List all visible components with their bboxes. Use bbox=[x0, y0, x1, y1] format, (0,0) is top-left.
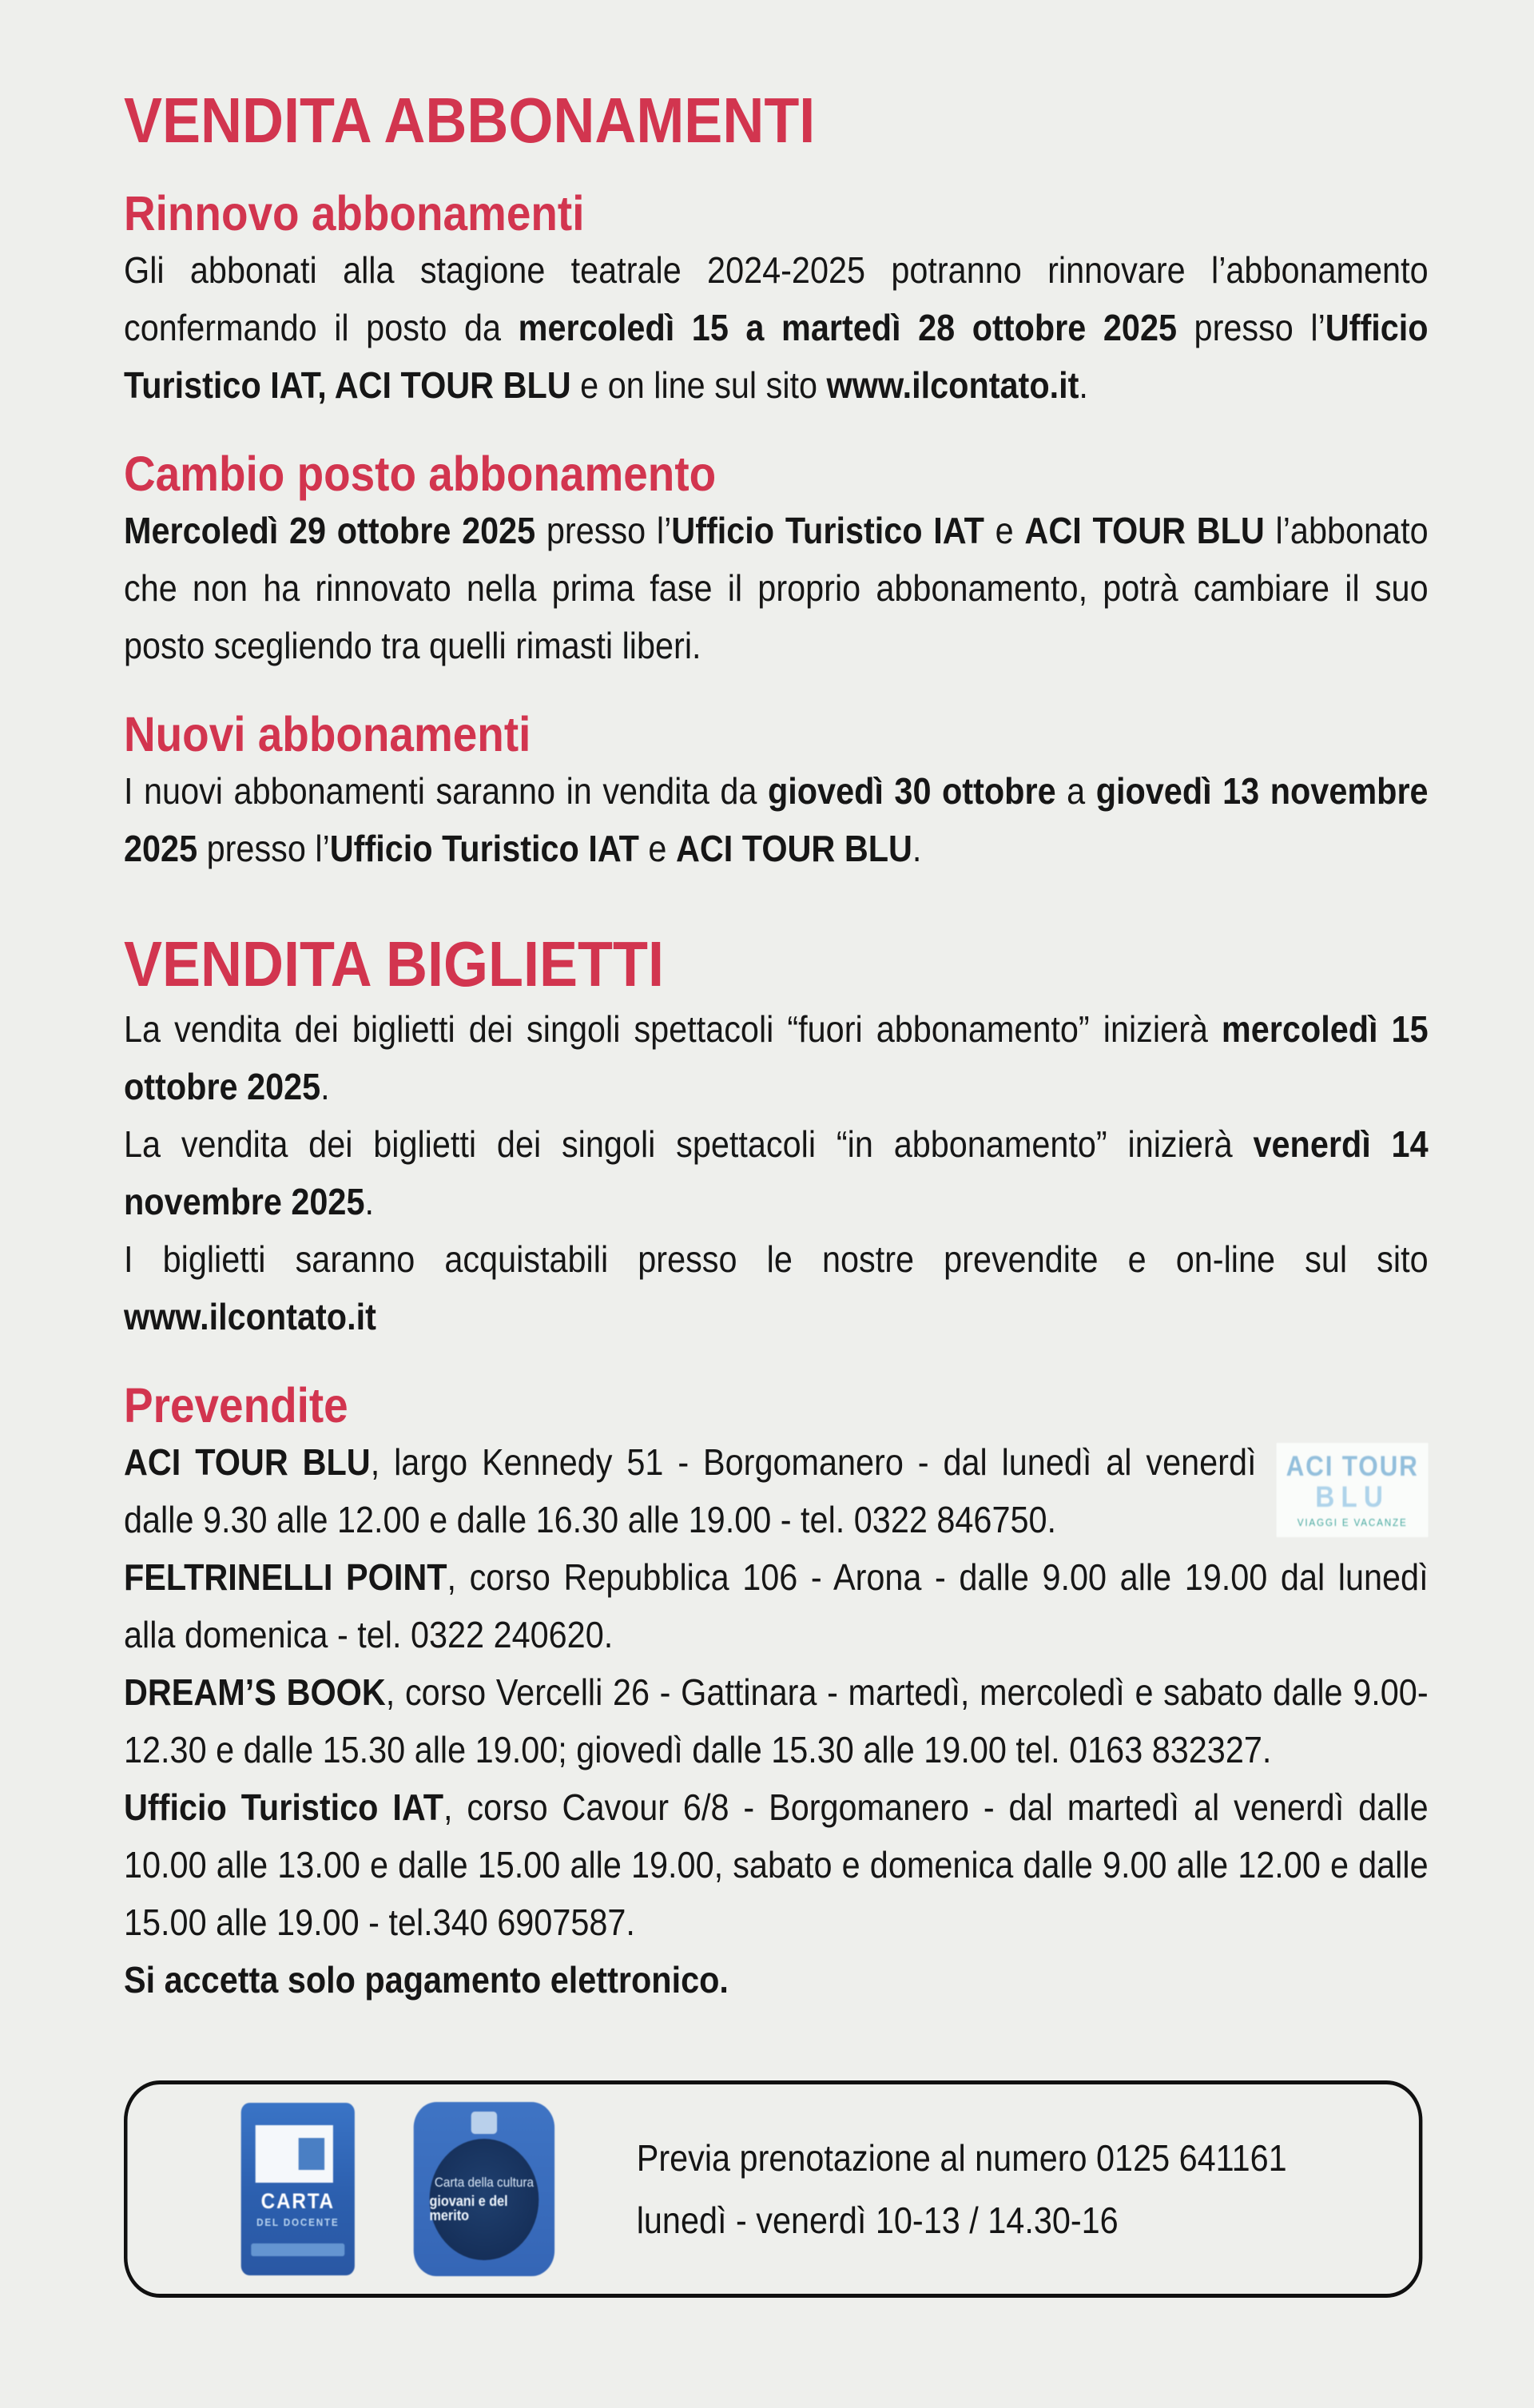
card-bottom-stripe bbox=[251, 2243, 344, 2256]
card-docente-subtitle: DEL DOCENTE bbox=[256, 2215, 340, 2228]
venue-name: FELTRINELLI POINT bbox=[124, 1556, 447, 1598]
heading-rinnovo-abbonamenti: Rinnovo abbonamenti bbox=[124, 185, 585, 240]
text-run-bold: mercoledì 15 a martedì 28 ottobre 2025 bbox=[518, 306, 1177, 348]
text-run: . bbox=[364, 1180, 374, 1222]
venue-info: , largo Kennedy 51 - Borgomanero - dal lunedì al venerdì dalle 9.30 alle 12.00 e dalle 16.30 alle 19.00 - tel. 0322 846750. bbox=[124, 1440, 1257, 1540]
para-biglietti-in bbox=[124, 1115, 1429, 1230]
text-run: presso l’ bbox=[197, 828, 330, 870]
heading-nuovi-abbonamenti: Nuovi abbonamenti bbox=[124, 706, 531, 761]
booking-box bbox=[124, 2080, 1422, 2298]
heading-vendita-biglietti: VENDITA BIGLIETTI bbox=[124, 928, 664, 1000]
carta-del-docente-logo bbox=[241, 2103, 355, 2275]
venue-name: ACI TOUR BLU bbox=[124, 1440, 371, 1483]
text-run: La vendita dei biglietti dei singoli spettacoli “fuori abbonamento” inizierà bbox=[124, 1007, 1222, 1050]
para-cambio bbox=[124, 502, 1429, 674]
venue-name: DREAM’S BOOK bbox=[124, 1671, 386, 1713]
aci-tour-blu-logo bbox=[1277, 1443, 1429, 1537]
venue-name: Ufficio Turistico IAT bbox=[124, 1786, 443, 1828]
text-run: e on line sul sito bbox=[570, 364, 827, 406]
aci-logo-tagline: VIAGGI E VACANZE bbox=[1297, 1516, 1408, 1528]
text-run: a bbox=[1055, 770, 1096, 813]
card-photo-area bbox=[256, 2125, 333, 2183]
text-run: l’abbonato che non ha rinnovato nella prima fase il proprio abbonamento, potrà cambiare il suo posto scegliendo tra quelli rimasti liberi. bbox=[124, 509, 1429, 666]
card-emblem-icon bbox=[471, 2112, 497, 2134]
text-run-bold: Ufficio Turistico IAT bbox=[671, 509, 984, 551]
aci-logo-blu: BLU bbox=[1315, 1480, 1390, 1513]
text-run-bold: venerdì 14 novembre 2025 bbox=[124, 1123, 1429, 1222]
heading-vendita-abbonamenti: VENDITA ABBONAMENTI bbox=[124, 85, 816, 156]
website-text: www.ilcontato.it bbox=[124, 1295, 376, 1337]
prevendita-feltrinelli bbox=[124, 1548, 1429, 1663]
payment-note bbox=[124, 1951, 1429, 2009]
text-run: presso l’ bbox=[1176, 306, 1325, 348]
text-run-bold: Si accetta solo pagamento elettronico. bbox=[124, 1958, 729, 2001]
text-run-bold: ACI TOUR BLU bbox=[675, 828, 912, 870]
para-rinnovo bbox=[124, 241, 1429, 414]
text-run: . bbox=[1079, 364, 1088, 406]
venue-info: , corso Vercelli 26 - Gattinara - martedì, mercoledì e sabato dalle 9.00-12.30 e dalle 15.30 alle 19.00; giovedì dalle 15.30 alle 19.00 tel. 0163 832327. bbox=[124, 1671, 1429, 1770]
text-run: La vendita dei biglietti dei singoli spettacoli “in abbonamento” inizierà bbox=[124, 1123, 1254, 1165]
venue-info: , corso Repubblica 106 - Arona - dalle 9.00 alle 19.00 dal lunedì alla domenica - tel. 0322 240620. bbox=[124, 1556, 1429, 1655]
card-cultura-line2: giovani e del merito bbox=[429, 2193, 508, 2224]
text-run: . bbox=[912, 828, 922, 870]
prevendita-ufficio-iat bbox=[124, 1778, 1429, 1951]
text-run: e bbox=[984, 509, 1025, 551]
prevendite-list bbox=[124, 1433, 1429, 2009]
para-biglietti-fuori bbox=[124, 1000, 1429, 1115]
card-cultura-circle bbox=[430, 2139, 539, 2260]
text-run-bold: mercoledì 15 ottobre 2025 bbox=[124, 1007, 1429, 1107]
heading-cambio-posto: Cambio posto abbonamento bbox=[124, 446, 717, 501]
text-run: Gli abbonati alla stagione teatrale 2024-2025 potranno rinnovare l’abbonamento confermando il posto da bbox=[124, 248, 1429, 348]
text-run: . bbox=[320, 1065, 330, 1107]
prevendita-dreams-book bbox=[124, 1663, 1429, 1778]
text-run: presso l’ bbox=[535, 509, 672, 551]
para-biglietti-online bbox=[124, 1230, 1429, 1345]
text-run: I biglietti saranno acquistabili presso le nostre prevendite e on-line sul sito bbox=[124, 1238, 1429, 1280]
text-run-bold: giovedì 13 novembre 2025 bbox=[124, 770, 1429, 870]
content-column bbox=[124, 0, 1428, 2298]
venue-info: , corso Cavour 6/8 - Borgomanero - dal martedì al venerdì dalle 10.00 alle 13.00 e dalle 15.00 alle 19.00, sabato e domenica dalle 9.00 alle 12.00 e dalle 15.00 alle 19.00 - tel.340 6907587. bbox=[124, 1786, 1429, 1943]
website-text: www.ilcontato.it bbox=[826, 364, 1079, 406]
aci-logo-name: ACI TOUR bbox=[1286, 1450, 1419, 1482]
card-photo-chip bbox=[299, 2138, 324, 2170]
carta-della-cultura-logo bbox=[414, 2102, 554, 2276]
text-run-bold: Mercoledì 29 ottobre 2025 bbox=[124, 509, 536, 551]
heading-prevendite: Prevendite bbox=[124, 1377, 348, 1432]
text-run-bold: giovedì 30 ottobre bbox=[767, 770, 1056, 813]
text-run: e bbox=[638, 828, 676, 870]
booking-text bbox=[637, 2127, 1287, 2251]
card-cultura-line1: Carta della cultura bbox=[434, 2175, 534, 2191]
booking-phone-line: Previa prenotazione al numero 0125 641161 bbox=[636, 2136, 1287, 2179]
text-run-bold: Ufficio Turistico IAT bbox=[329, 828, 639, 870]
booking-hours-line: lunedì - venerdì 10-13 / 14.30-16 bbox=[636, 2199, 1119, 2241]
text-run-bold: Ufficio Turistico IAT, ACI TOUR BLU bbox=[124, 306, 1429, 406]
text-run: I nuovi abbonamenti saranno in vendita da bbox=[124, 770, 768, 813]
card-docente-title: CARTA bbox=[260, 2188, 335, 2213]
prevendita-aci-tour-blu bbox=[124, 1433, 1429, 1548]
para-nuovi bbox=[124, 762, 1429, 877]
text-run-bold: ACI TOUR BLU bbox=[1024, 509, 1265, 551]
